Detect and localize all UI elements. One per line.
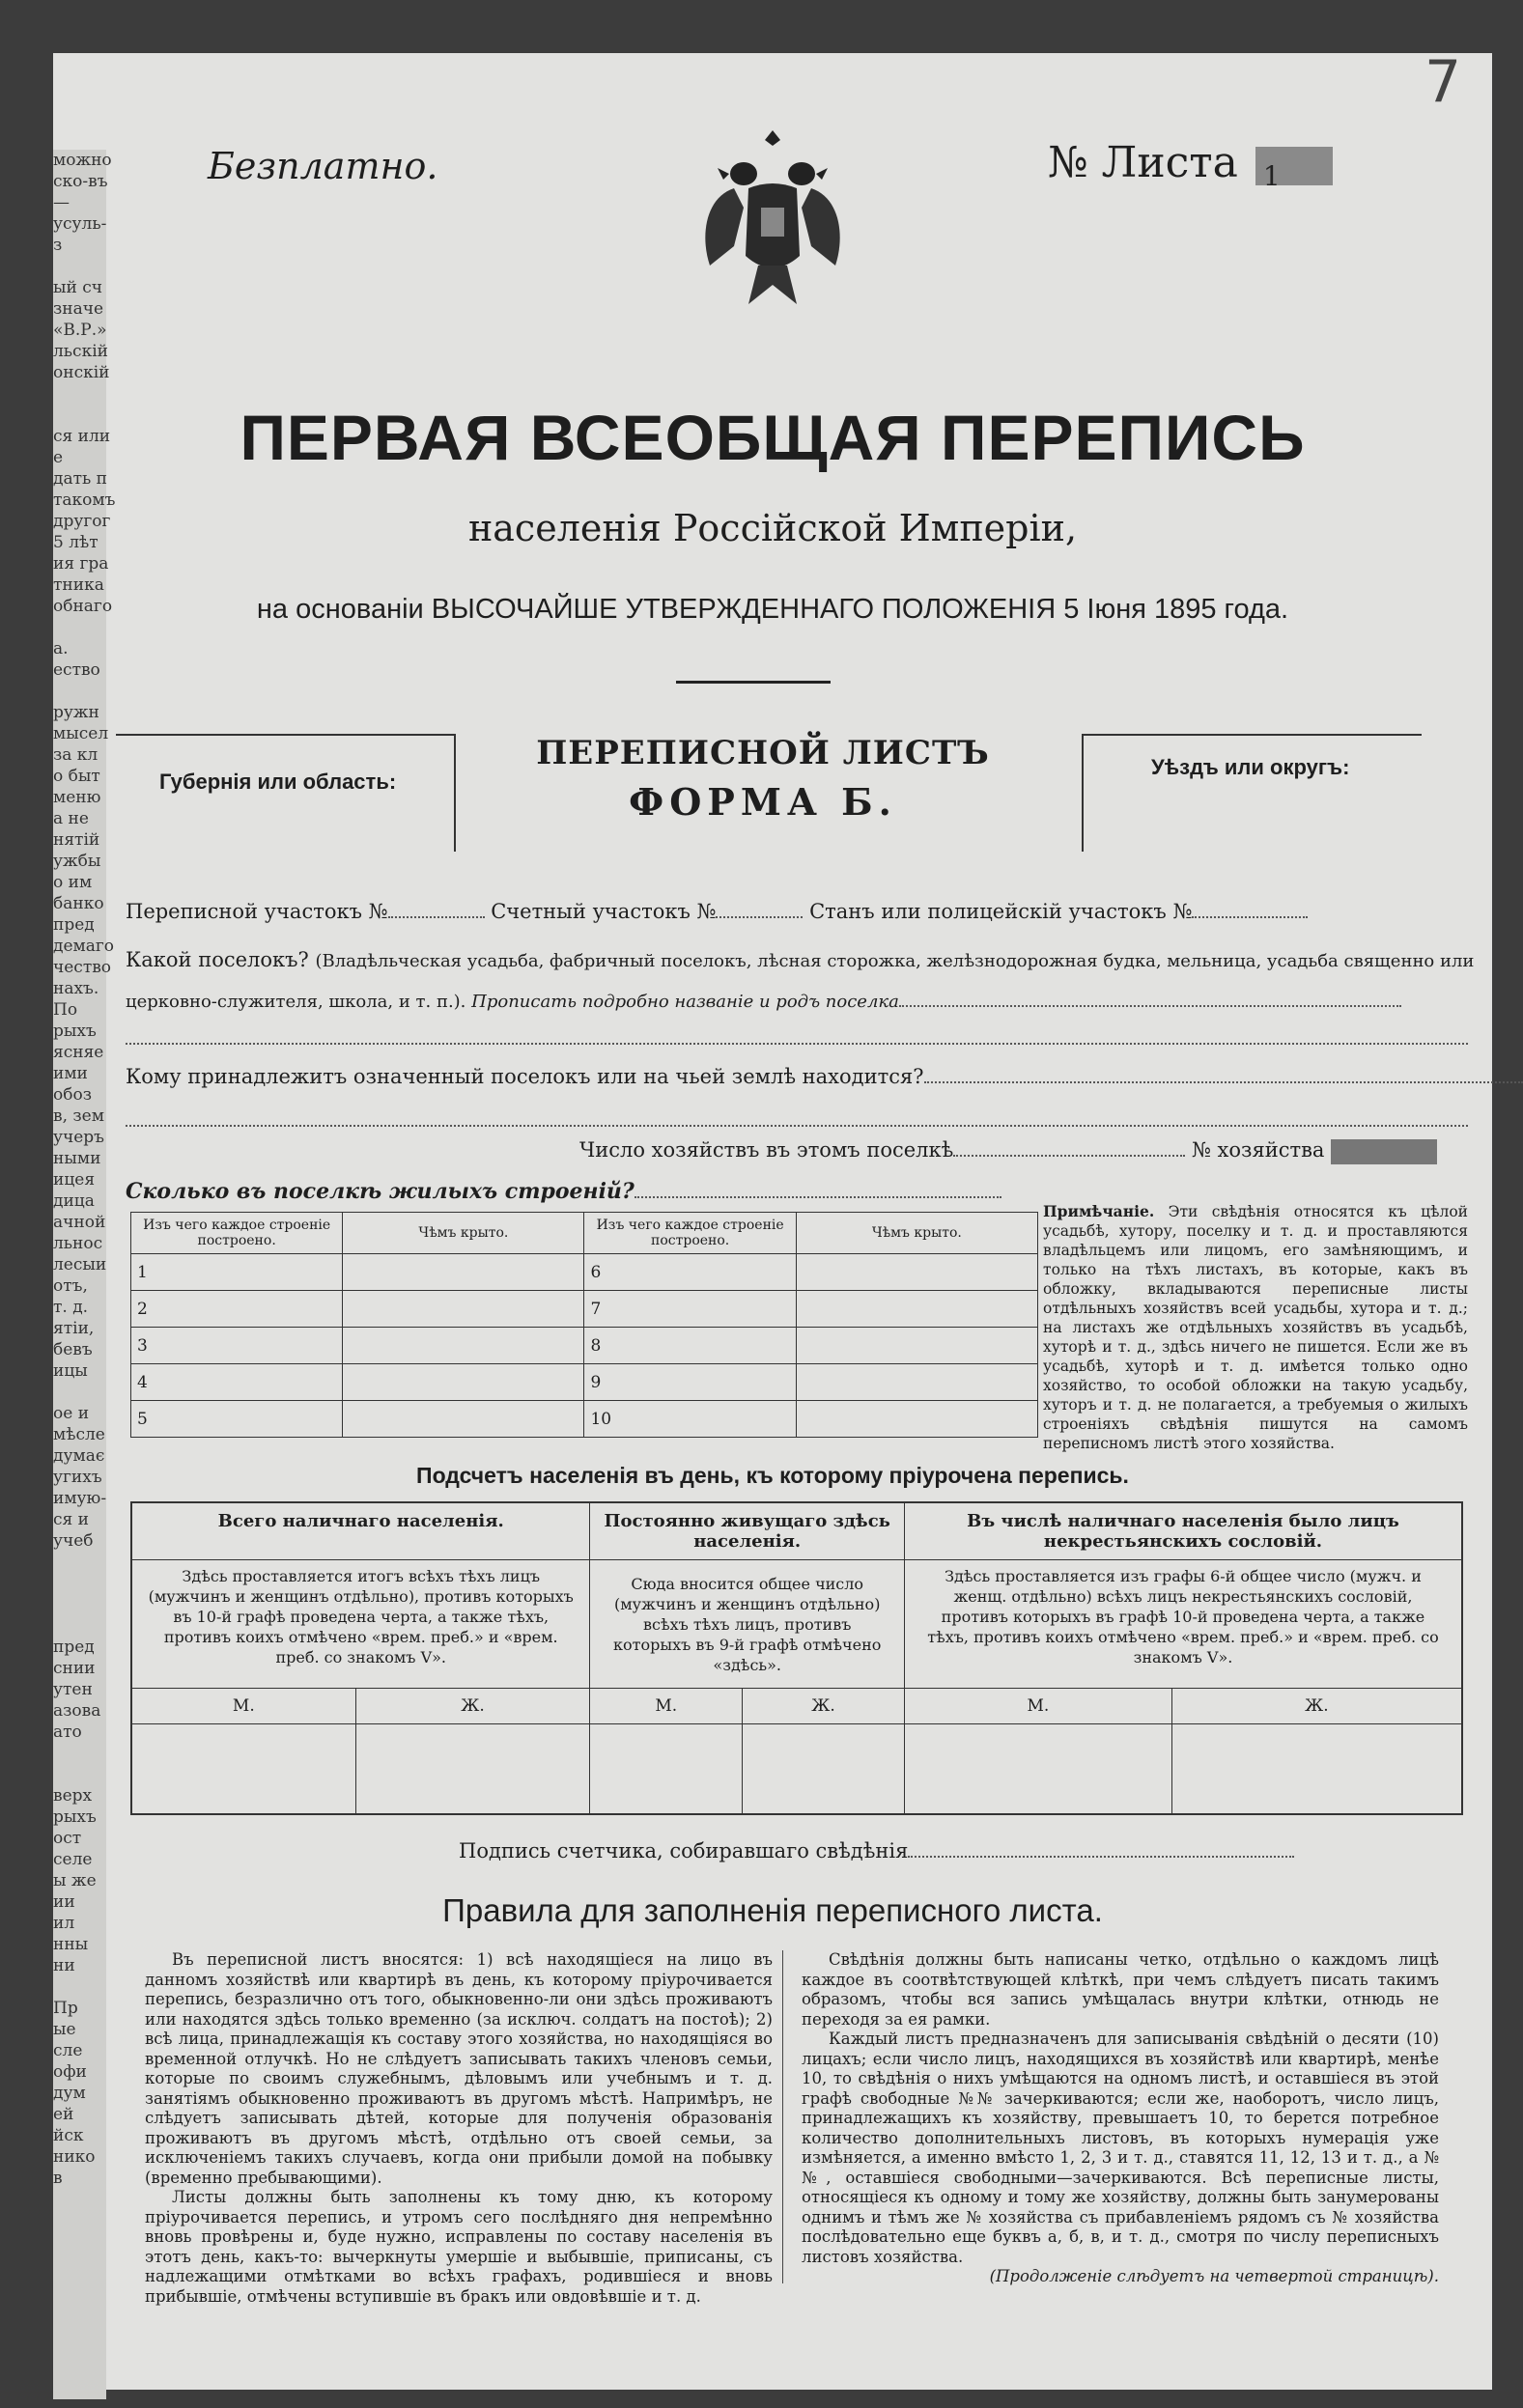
row-number: 5 — [131, 1401, 343, 1438]
roof-cell[interactable] — [796, 1364, 1037, 1401]
total-population-header: Всего наличнаго населенія. — [131, 1502, 590, 1560]
roof-cell[interactable] — [343, 1291, 584, 1328]
margin-strip-fragment: ятіи, — [53, 1319, 95, 1338]
margin-strip-fragment: утен — [53, 1680, 93, 1699]
total-female-input[interactable] — [355, 1724, 590, 1815]
margin-strip-fragment: нны — [53, 1935, 89, 1954]
roof-cell[interactable] — [796, 1254, 1037, 1291]
province-label: Губернія или область: — [159, 770, 397, 794]
margin-strip-fragment: за кл — [53, 745, 99, 765]
margin-strip-fragment: ицы — [53, 1361, 88, 1381]
rules-left-paragraph: Листы должны быть заполнены къ тому дню, къ которому пріурочивается перепись, и утромъ сего послѣдняго дня непремѣнно вновь провѣрены и, буде нужно, исправлены по составу населенія въ этотъ день, какъ-то: вычеркнуты умершіе и выбывшіе, приписаны, съ надлежащими отмѣтками во всѣхъ графахъ, родившіеся и вновь прибывшіе, отмѣчены вступившіе въ бракъ или овдовѣвшіе и т. д. — [145, 2188, 773, 2306]
row-number: 6 — [584, 1254, 796, 1291]
margin-strip-fragment: т. д. — [53, 1298, 89, 1317]
margin-strip-fragment — [53, 1552, 106, 1573]
margin-strip-fragment: — — [53, 193, 70, 212]
table-row — [131, 1401, 1038, 1438]
margin-strip-fragment: льнос — [53, 1234, 103, 1253]
margin-strip-fragment: значе — [53, 299, 104, 319]
margin-strip-fragment — [53, 1743, 106, 1764]
margin-strip-fragment: можно — [53, 151, 112, 170]
row-number: 10 — [584, 1401, 796, 1438]
margin-strip-fragment: нико — [53, 2147, 96, 2167]
settlement-question: Какой поселокъ? — [126, 948, 309, 971]
owner-line — [126, 1065, 1523, 1088]
margin-strip-fragment: в, зем — [53, 1106, 104, 1126]
col-material-left: Изъ чего каждое строеніе построено. — [131, 1213, 343, 1254]
household-number-stamp — [1331, 1139, 1437, 1164]
margin-strip-fragment: банко — [53, 894, 104, 913]
page-title: ПЕРВАЯ ВСЕОБЩАЯ ПЕРЕПИСЬ — [240, 402, 1306, 473]
sheet-title: ПЕРЕПИСНОЙ ЛИСТЪ — [536, 734, 990, 772]
settlement-hint-2: церковно-служителя, школа, и т. п.). — [126, 992, 466, 1012]
rules-right-column — [802, 1950, 1439, 2287]
margin-strip-fragment: ии — [53, 1892, 75, 1912]
margin-strip-fragment: ни — [53, 1956, 75, 1975]
margin-strip-fragment: з — [53, 236, 63, 255]
margin-strip-fragment: демаго — [53, 937, 115, 956]
margin-strip-fragment: ся и — [53, 1510, 89, 1529]
permanent-male-input[interactable] — [590, 1724, 743, 1815]
non-peasant-female-input[interactable] — [1171, 1724, 1462, 1815]
margin-strip-fragment: ия гра — [53, 554, 109, 574]
page-subtitle: населенія Россійской Имперіи, — [467, 507, 1078, 549]
margin-strip-fragment: ружн — [53, 703, 99, 722]
male-label: М. — [590, 1689, 743, 1724]
margin-strip-fragment: отъ, — [53, 1276, 88, 1296]
margin-strip-fragment: ными — [53, 1149, 101, 1168]
permanent-population-desc: Сюда вносится общее число (мужчинъ и женщинъ отдѣльно) всѣхъ тѣхъ лицъ, противъ которыхъ въ 9-й графѣ отмѣчено «здѣсь». — [590, 1560, 905, 1689]
margin-strip-fragment: о быт — [53, 767, 100, 786]
owner-input[interactable] — [924, 1081, 1523, 1083]
margin-strip-fragment: е — [53, 448, 64, 467]
margin-strip-fragment: ся или — [53, 427, 111, 446]
margin-strip-fragment: верх — [53, 1786, 93, 1806]
row-number: 2 — [131, 1291, 343, 1328]
margin-strip-fragment: ы же — [53, 1871, 97, 1890]
settlement-instruction: Прописать подробно названіе и родъ поселка — [471, 992, 899, 1012]
margin-strip-fragment: учеръ — [53, 1128, 105, 1147]
permanent-population-header: Постоянно живущаго здѣсь населенія. — [590, 1502, 905, 1560]
male-label: М. — [904, 1689, 1171, 1724]
legal-basis: на основаніи ВЫСОЧАЙШЕ УТВЕРЖДЕННАГО ПОЛОЖЕНІЯ 5 Іюня 1895 года. — [256, 594, 1289, 625]
settlement-input[interactable] — [899, 1005, 1401, 1007]
row-number: 7 — [584, 1291, 796, 1328]
margin-strip-fragment — [53, 1382, 106, 1403]
row-number: 9 — [584, 1364, 796, 1401]
margin-strip-fragment: Пр — [53, 1999, 78, 2018]
buildings-line — [126, 1179, 1001, 1204]
margin-strip-fragment: в — [53, 2169, 63, 2188]
col-material-right: Изъ чего каждое строеніе построено. — [584, 1213, 796, 1254]
margin-strip-fragment: бевъ — [53, 1340, 93, 1359]
margin-strip-fragment: нахъ. — [53, 979, 99, 998]
margin-strip-fragment: а не — [53, 809, 89, 828]
margin-strip-fragment: ясняе — [53, 1043, 104, 1062]
roof-cell[interactable] — [343, 1364, 584, 1401]
handwritten-corner-number: 7 — [1424, 48, 1462, 116]
margin-strip-fragment — [53, 1573, 106, 1594]
count-title: Подсчетъ населенія въ день, къ которому пріурочена перепись. — [416, 1463, 1129, 1488]
row-number: 3 — [131, 1328, 343, 1364]
margin-strip-fragment: ато — [53, 1722, 82, 1742]
roof-cell[interactable] — [343, 1254, 584, 1291]
margin-strip-fragment: угихъ — [53, 1468, 102, 1487]
margin-strip-fragment: сле — [53, 2041, 83, 2060]
form-name: ФОРМА Б. — [629, 780, 897, 824]
margin-strip-fragment: ужбы — [53, 852, 101, 871]
margin-strip-fragment: «В.Р.» — [53, 321, 107, 340]
police-area-input[interactable] — [1192, 916, 1308, 918]
rules-right-paragraph: Каждый листъ предназначенъ для записыванія свѣдѣній о десяти (10) лицахъ; если число лицъ, находящихся въ хозяйствѣ или квартирѣ, менѣе 10, то свѣдѣнія о нихъ умѣщаются на одномъ листѣ, и оставшіеся въ этой графѣ свободные №№ зачеркиваются; если же, наоборотъ, число лицъ, принадлежащихъ къ хозяйству, превышаетъ 10, то берется потребное количество дополнительныхъ листовъ, въ которыхъ нумерація уже измѣняется, а именно вмѣсто 1, 2, 3 и т. д., ставятся 11, 12, 13 и т. д., а №№, оставшіеся свободными—зачеркиваются. Всѣ переписные листы, относящіеся къ одному и тому же хозяйству, должны быть занумерованы однимъ и тѣмъ же № хозяйства съ прибавленіемъ рядомъ съ № хозяйства послѣдовательно еще буквъ а, б, в, и т. д., смотря по числу переписныхъ листовъ хозяйства. — [802, 2030, 1439, 2266]
margin-strip-fragment: ый сч — [53, 278, 103, 297]
owner-question: Кому принадлежитъ означенный поселокъ или на чьей землѣ находится? — [126, 1065, 924, 1088]
margin-strip-fragment: другог — [53, 512, 111, 531]
margin-strip-fragment: учеб — [53, 1531, 94, 1551]
sheet-number-value: 1 — [1262, 159, 1281, 192]
margin-strip-fragment: ое и — [53, 1404, 90, 1423]
settlement-line — [126, 948, 1474, 971]
margin-strip-fragment: такомъ — [53, 490, 116, 510]
col-roof-left: Чѣмъ крыто. — [343, 1213, 584, 1254]
margin-strip-fragment: йск — [53, 2126, 84, 2145]
rules-column-divider — [782, 1950, 783, 2283]
margin-strip-fragment: а. — [53, 639, 69, 658]
roof-cell[interactable] — [796, 1291, 1037, 1328]
margin-strip-fragment: офи — [53, 2062, 87, 2082]
double-headed-eagle-emblem — [695, 121, 850, 314]
margin-strip-fragment: рыхъ — [53, 1022, 97, 1041]
margin-strip-fragment: думає — [53, 1446, 105, 1466]
margin-strip-fragment — [53, 1764, 106, 1785]
female-label: Ж. — [355, 1689, 590, 1724]
margin-strip-fragment: дум — [53, 2084, 86, 2103]
margin-strip-fragment: меню — [53, 788, 101, 807]
note-block — [1043, 1202, 1468, 1453]
margin-strip-fragment: чество — [53, 958, 112, 977]
margin-strip-fragment: о им — [53, 873, 93, 892]
household-number-label: № хозяйства — [1191, 1138, 1325, 1162]
margin-strip-fragment — [53, 1976, 106, 1998]
sheet-title-block — [522, 734, 1004, 824]
margin-strip-fragment: дица — [53, 1191, 95, 1211]
margin-strip-fragment: пред — [53, 1638, 95, 1657]
title-divider — [676, 681, 831, 684]
female-label: Ж. — [1171, 1689, 1462, 1724]
margin-strip-fragment: 5 лѣт — [53, 533, 99, 552]
margin-strip-fragment: мѣсле — [53, 1425, 105, 1444]
margin-strip-fragment: лесыи — [53, 1255, 107, 1274]
non-peasant-male-input[interactable] — [904, 1724, 1171, 1815]
row-number: 8 — [584, 1328, 796, 1364]
province-box[interactable] — [116, 734, 456, 852]
margin-strip-fragment: рыхъ — [53, 1807, 97, 1827]
margin-strip-fragment: льскій — [53, 342, 108, 361]
female-label: Ж. — [743, 1689, 905, 1724]
margin-strip-fragment: тника — [53, 575, 104, 595]
total-male-input[interactable] — [131, 1724, 355, 1815]
margin-strip-fragment: селе — [53, 1850, 93, 1869]
roof-cell[interactable] — [343, 1401, 584, 1438]
left-margin-strip — [53, 150, 116, 2399]
roof-cell[interactable] — [796, 1328, 1037, 1364]
settlement-hint: (Владѣльческая усадьба, фабричный поселокъ, лѣсная сторожка, желѣзнодорожная будка, мельница, усадьба священно или — [315, 951, 1475, 971]
free-label: Безплатно. — [208, 145, 438, 187]
margin-strip-fragment: снии — [53, 1659, 96, 1678]
margin-strip-fragment: ицея — [53, 1170, 96, 1190]
district-box[interactable] — [1082, 734, 1422, 852]
margin-strip-fragment: Пo — [53, 1000, 78, 1020]
table-row — [131, 1291, 1038, 1328]
sheet-number-stamp — [1255, 147, 1333, 192]
settlement-input-line[interactable] — [126, 1043, 1468, 1045]
rules-continued: (Продолженіе слѣдуетъ на четвертой страницѣ). — [989, 2267, 1439, 2285]
margin-strip-fragment: обнаго — [53, 597, 113, 616]
households-line — [579, 1138, 1437, 1164]
margin-strip-fragment: ско-въ — [53, 172, 108, 191]
margin-strip-fragment: пред — [53, 915, 95, 935]
table-row — [131, 1328, 1038, 1364]
row-number: 4 — [131, 1364, 343, 1401]
margin-strip-fragment: усуль- — [53, 214, 107, 234]
signature-input[interactable] — [908, 1856, 1294, 1858]
margin-strip-fragment: азова — [53, 1701, 101, 1721]
count-area-label: Счетный участокъ № — [491, 900, 717, 923]
district-label: Уѣздъ или округъ: — [1151, 755, 1350, 779]
census-area-input[interactable] — [388, 916, 485, 918]
permanent-female-input[interactable] — [743, 1724, 905, 1815]
row-number: 1 — [131, 1254, 343, 1291]
margin-strip-fragment: ые — [53, 2020, 76, 2039]
sheet-number — [1048, 138, 1333, 192]
margin-strip-fragment: дать п — [53, 469, 107, 489]
households-label: Число хозяйствъ въ этомъ поселкѣ — [579, 1138, 954, 1162]
buildings-table — [130, 1212, 1038, 1438]
rules-left-paragraph: Въ переписной листъ вносятся: 1) всѣ находящіеся на лицо въ данномъ хозяйствѣ или квартирѣ въ день, къ которому пріурочивается перепись, безразлично отъ того, обыкновенно-ли они здѣсь проживаютъ или находятся здѣсь только временно (за исключ. солдатъ на постоѣ); 2) всѣ лица, принадлежащія къ составу этого хозяйства, но находящіяся во временной отлучкѣ. Но не слѣдуетъ записывать такихъ членовъ семьи, которые по своимъ служебнымъ, дѣловымъ или учебнымъ и т. д. занятіямъ обыкновенно проживаютъ въ другомъ мѣстѣ. Напримѣръ, не слѣдуетъ записывать дѣтей, которые для полученія образованія проживаютъ въ другомъ мѣстѣ, отдѣльно отъ своей семьи, за исключеніемъ такихъ случаевъ, когда они прибыли домой на побывку (временно пребывающими). — [145, 1950, 773, 2187]
margin-strip-fragment — [53, 1594, 106, 1615]
police-area-label: Станъ или полицейскій участокъ № — [809, 900, 1193, 923]
note-text: Эти свѣдѣнія относятся къ цѣлой усадьбѣ, хутору, поселку и т. д. и проставляются владѣльцемъ или лицомъ, его замѣняющимъ, и только на тѣхъ листахъ, въ которые, какъ въ обложку, вкладываются переписные листы отдѣльныхъ хозяйствъ всей усадьбы, хутора и т. д.; на листахъ же отдѣльныхъ хозяйствъ въ усадьбѣ, хуторѣ и т. д., здѣсь ничего не пишется. Если же въ усадьбѣ, хуторѣ и т. д. имѣется только одно хозяйство, то особой обложки на такую усадьбу, хуторъ и т. д. не полагается, а требуемыя о жилыхъ строеніяхъ свѣдѣнія пишутся на самомъ переписномъ листѣ этого хозяйства. — [1043, 1203, 1468, 1452]
col-roof-right: Чѣмъ крыто. — [796, 1213, 1037, 1254]
sheet-number-label: № Листа — [1048, 138, 1238, 187]
signature-label: Подпись счетчика, собиравшаго свѣдѣнія — [459, 1839, 909, 1862]
households-input[interactable] — [953, 1155, 1185, 1157]
non-peasant-desc: Здѣсь проставляется изъ графы 6-й общее число (мужч. и женщ. отдѣльно) всѣхъ лицъ некрестьянскихъ сословій, противъ которыхъ въ графѣ 10-й проведена черта, а также тѣхъ, противъ коихъ отмѣчено «врем. преб.» и «врем. преб. со знакомъ V». — [904, 1560, 1462, 1689]
male-label: М. — [131, 1689, 355, 1724]
form-header-row — [116, 734, 1424, 879]
settlement-line-2 — [126, 992, 1401, 1012]
margin-strip-fragment: имую- — [53, 1489, 107, 1508]
owner-input-line[interactable] — [126, 1125, 1468, 1127]
margin-strip-fragment — [53, 681, 106, 702]
population-count-table — [130, 1501, 1463, 1815]
roof-cell[interactable] — [343, 1328, 584, 1364]
margin-strip-fragment: обоз — [53, 1085, 92, 1105]
non-peasant-header: Въ числѣ наличнаго населенія было лицъ некрестьянскихъ сословій. — [904, 1502, 1462, 1560]
census-form-sheet — [53, 48, 1492, 2390]
buildings-input[interactable] — [635, 1196, 1001, 1198]
margin-strip-fragment — [53, 1615, 106, 1637]
margin-strip-fragment: нятій — [53, 830, 100, 850]
margin-strip-fragment: ачной — [53, 1213, 106, 1232]
margin-strip-fragment: ей — [53, 2105, 74, 2124]
signature-line — [459, 1839, 1294, 1862]
margin-strip-fragment: ост — [53, 1829, 82, 1848]
roof-cell[interactable] — [796, 1401, 1037, 1438]
total-population-desc: Здѣсь проставляется итогъ всѣхъ тѣхъ лицъ (мужчинъ и женщинъ отдѣльно), противъ которыхъ въ 10-й графѣ проведена черта, а также тѣхъ, противъ коихъ отмѣчено «врем. преб.» и «врем. преб. со знакомъ V». — [131, 1560, 590, 1689]
area-fields-line — [126, 900, 1308, 923]
rules-title: Правила для заполненія переписного листа. — [442, 1892, 1103, 1928]
margin-strip-fragment — [53, 256, 106, 277]
margin-strip-fragment: ество — [53, 660, 100, 680]
margin-strip-fragment: ими — [53, 1064, 88, 1083]
rules-left-column — [145, 1950, 773, 2307]
margin-strip-fragment: мысел — [53, 724, 109, 743]
note-label: Примѣчаніе. — [1043, 1202, 1155, 1220]
census-area-label: Переписной участокъ № — [126, 900, 388, 923]
buildings-question: Сколько въ поселкѣ жилыхъ строеній? — [126, 1179, 635, 1204]
table-row — [131, 1364, 1038, 1401]
margin-strip-fragment: ил — [53, 1914, 75, 1933]
count-area-input[interactable] — [716, 916, 803, 918]
table-row — [131, 1254, 1038, 1291]
rules-right-paragraph: Свѣдѣнія должны быть написаны четко, отдѣльно о каждомъ лицѣ каждое въ соотвѣтствующей клѣткѣ, при чемъ слѣдуетъ писать такимъ образомъ, чтобы вся запись умѣщалась внутри клѣтки, отнюдь не переходя за ея рамки. — [802, 1950, 1439, 2029]
margin-strip-fragment: онскій — [53, 363, 110, 382]
